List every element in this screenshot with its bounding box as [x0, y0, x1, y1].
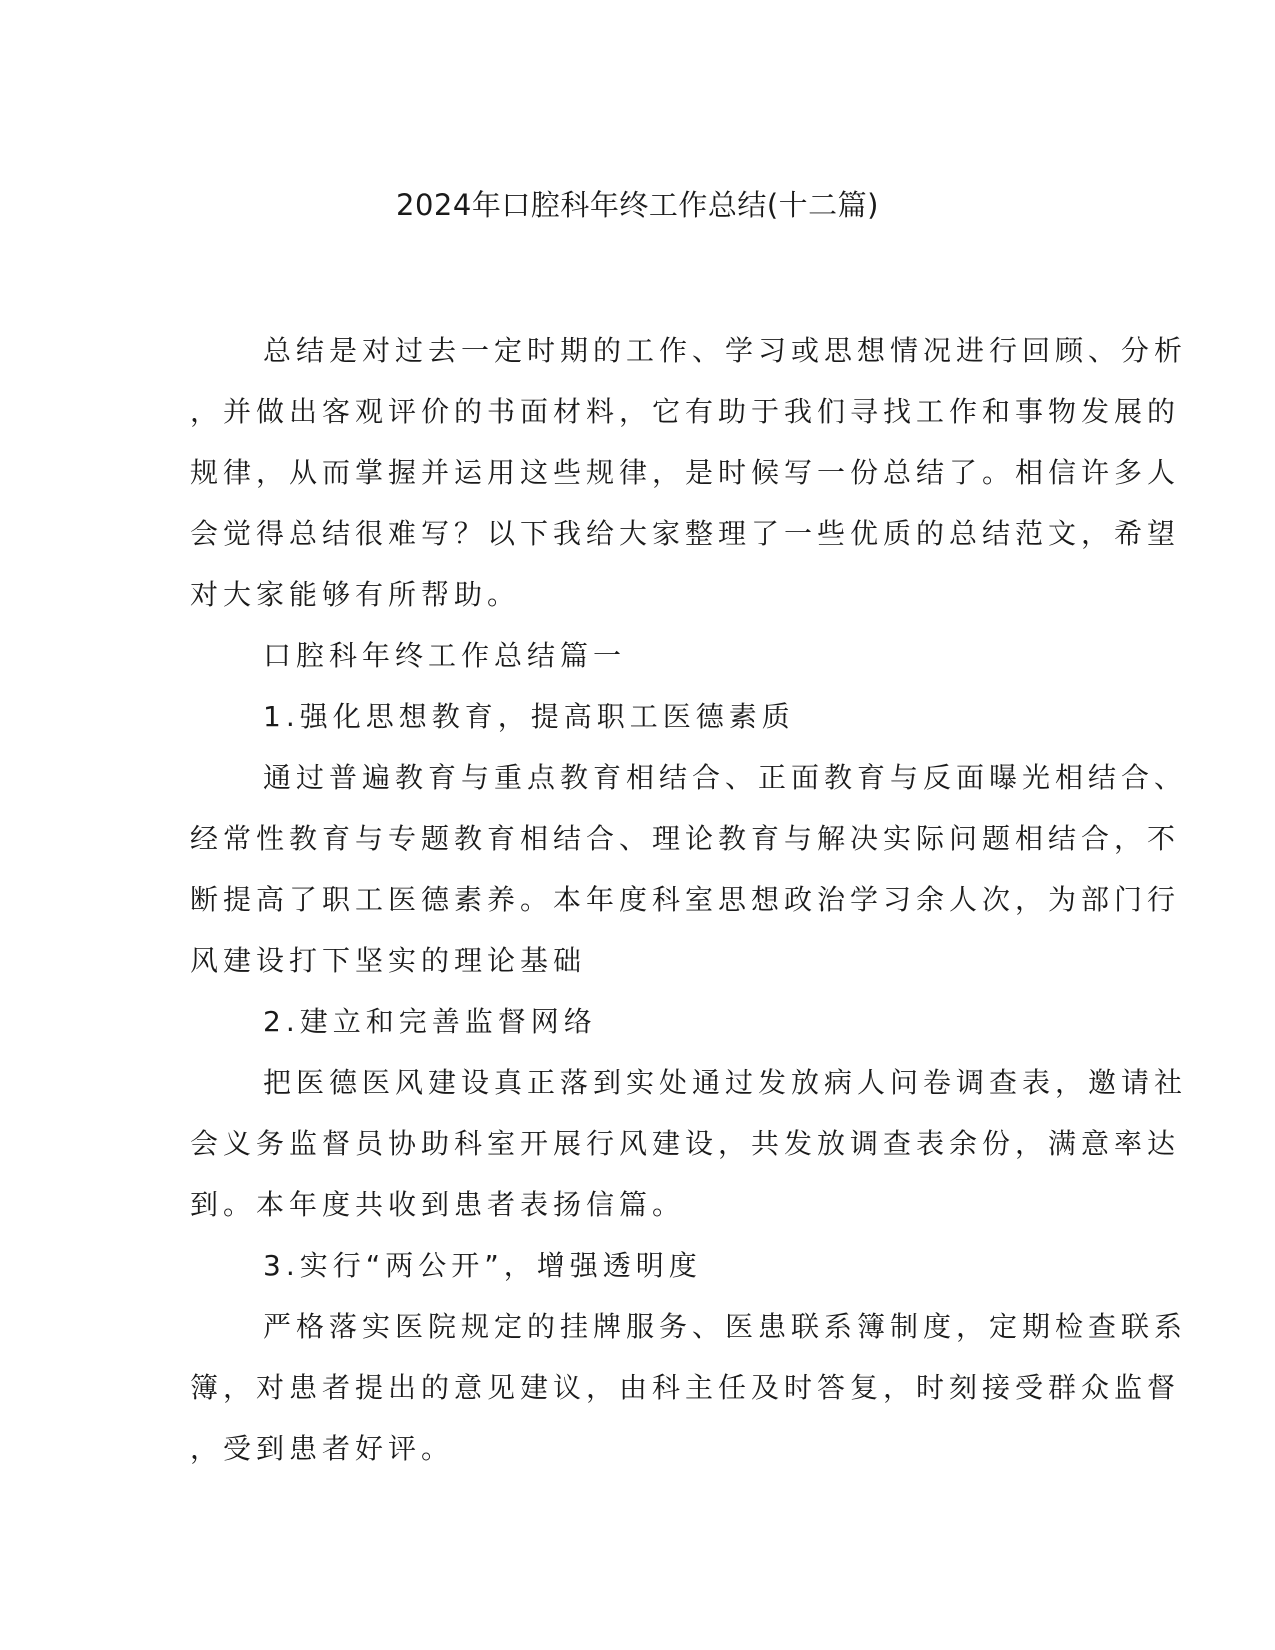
- item-3-line: 簿，对患者提出的意见建议，由科主任及时答复，时刻接受群众监督: [190, 1371, 1181, 1404]
- document-body: [190, 320, 1188, 1479]
- item-3-heading: 3.实行“两公开”，增强透明度: [263, 1249, 702, 1282]
- item-2-line: 到。本年度共收到患者表扬信篇。: [190, 1188, 686, 1221]
- intro-line: 对大家能够有所帮助。: [190, 578, 521, 611]
- document-title: 2024年口腔科年终工作总结(十二篇): [396, 188, 879, 222]
- item-1-line: 断提高了职工医德素养。本年度科室思想政治学习余人次，为部门行: [190, 883, 1181, 916]
- intro-line: 规律，从而掌握并运用这些规律，是时候写一份总结了。相信许多人: [190, 456, 1181, 489]
- item-1-line: 通过普遍教育与重点教育相结合、正面教育与反面曝光相结合、: [263, 761, 1188, 794]
- item-1-line: 风建设打下坚实的理论基础: [190, 944, 587, 977]
- item-2-line: 会义务监督员协助科室开展行风建设，共发放调查表余份，满意率达: [190, 1127, 1181, 1160]
- item-2-line: 把医德医风建设真正落到实处通过发放病人问卷调查表，邀请社: [263, 1066, 1188, 1099]
- item-1-line: 经常性教育与专题教育相结合、理论教育与解决实际问题相结合，不: [190, 822, 1181, 855]
- intro-line: ，并做出客观评价的书面材料，它有助于我们寻找工作和事物发展的: [190, 395, 1181, 428]
- intro-line: 会觉得总结很难写？以下我给大家整理了一些优质的总结范文，希望: [190, 517, 1181, 550]
- item-3-line: ，受到患者好评。: [190, 1432, 455, 1465]
- item-1-heading: 1.强化思想教育，提高职工医德素质: [263, 700, 795, 733]
- section-title: 口腔科年终工作总结篇一: [263, 639, 627, 672]
- item-3-line: 严格落实医院规定的挂牌服务、医患联系簿制度，定期检查联系: [263, 1310, 1188, 1343]
- item-2-heading: 2.建立和完善监督网络: [263, 1005, 597, 1038]
- intro-line: 总结是对过去一定时期的工作、学习或思想情况进行回顾、分析: [263, 334, 1188, 367]
